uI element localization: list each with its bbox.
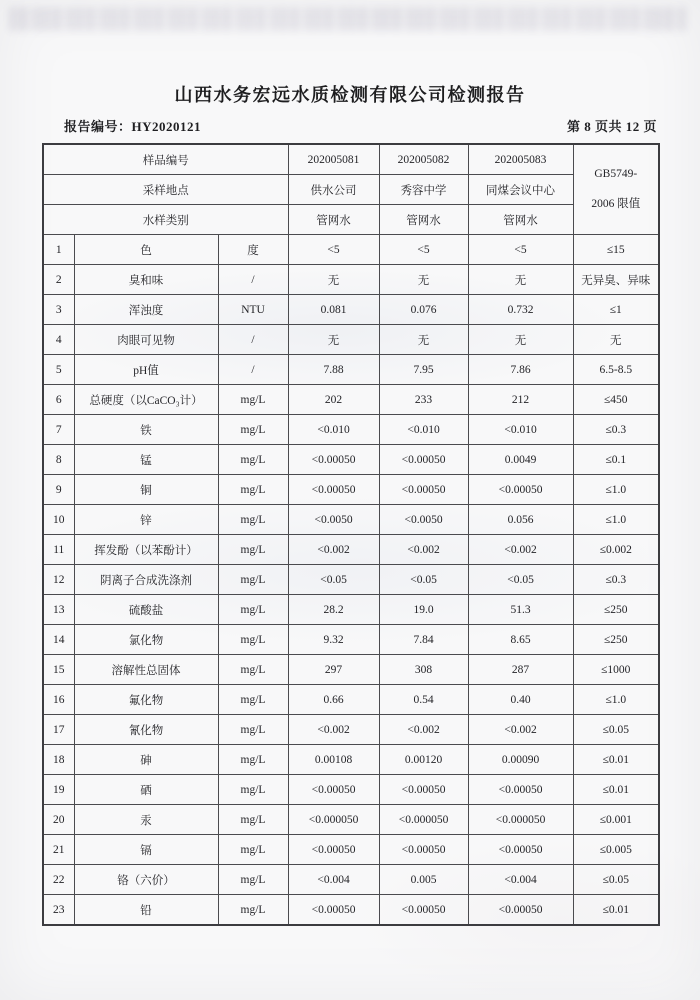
sample-no-label-cell: 样品编号 <box>43 144 288 175</box>
row-number-cell: 23 <box>43 895 74 926</box>
sample1-value-cell: <0.00050 <box>288 475 379 505</box>
table-row <box>43 325 659 355</box>
sample3-value-cell: 无 <box>468 325 573 355</box>
sample1-value-cell: <0.002 <box>288 535 379 565</box>
page-indicator: 第 8 页共 12 页 <box>566 119 657 134</box>
sample2-value-cell: 0.005 <box>379 865 468 895</box>
unit-cell: mg/L <box>218 595 288 625</box>
header-row-location <box>43 175 659 205</box>
sample1-value-cell: <0.004 <box>288 865 379 895</box>
limit-value-cell: ≤1.0 <box>573 475 659 505</box>
sample1-value-cell: <0.00050 <box>288 445 379 475</box>
limit-value-cell: ≤1000 <box>573 655 659 685</box>
sample3-value-cell: 51.3 <box>468 595 573 625</box>
param-name-cell: pH值 <box>74 355 218 385</box>
sample2-value-cell: 0.00120 <box>379 745 468 775</box>
param-name-cell: 铜 <box>74 475 218 505</box>
sample2-value-cell: <0.000050 <box>379 805 468 835</box>
sample1-value-cell: <0.05 <box>288 565 379 595</box>
limit-value-cell: ≤250 <box>573 595 659 625</box>
param-name-cell: 砷 <box>74 745 218 775</box>
param-name-cell: 色 <box>74 235 218 265</box>
limit-value-cell: ≤0.05 <box>573 715 659 745</box>
limit-value-cell: ≤0.01 <box>573 895 659 926</box>
limit-value-cell: ≤0.005 <box>573 835 659 865</box>
unit-cell: mg/L <box>218 775 288 805</box>
limit-header-line2: 2006 限值 <box>591 198 641 210</box>
sample1-value-cell: 28.2 <box>288 595 379 625</box>
sample2-value-cell: <5 <box>379 235 468 265</box>
table-row <box>43 685 659 715</box>
location-cell-3: 同煤会议中心 <box>468 175 573 205</box>
limit-value-cell: ≤450 <box>573 385 659 415</box>
limit-value-cell: ≤15 <box>573 235 659 265</box>
sample2-value-cell: <0.002 <box>379 715 468 745</box>
sample-no-cell-3: 202005083 <box>468 144 573 175</box>
sample2-value-cell: 无 <box>379 265 468 295</box>
unit-cell: mg/L <box>218 685 288 715</box>
row-number-cell: 14 <box>43 625 74 655</box>
param-name-cell: 铬（六价） <box>74 865 218 895</box>
row-number-cell: 17 <box>43 715 74 745</box>
unit-cell: mg/L <box>218 475 288 505</box>
sample1-value-cell: 0.00108 <box>288 745 379 775</box>
sample1-value-cell: 9.32 <box>288 625 379 655</box>
scan-bleed-through-artifact <box>10 7 686 31</box>
sample3-value-cell: 0.40 <box>468 685 573 715</box>
table-row <box>43 295 659 325</box>
type-cell-1: 管网水 <box>288 205 379 235</box>
table-row <box>43 265 659 295</box>
row-number-cell: 16 <box>43 685 74 715</box>
sample2-value-cell: <0.00050 <box>379 445 468 475</box>
row-number-cell: 22 <box>43 865 74 895</box>
unit-cell: mg/L <box>218 715 288 745</box>
unit-cell: mg/L <box>218 565 288 595</box>
param-name-cell: 浑浊度 <box>74 295 218 325</box>
sample1-value-cell: 202 <box>288 385 379 415</box>
row-number-cell: 10 <box>43 505 74 535</box>
sample1-value-cell: 无 <box>288 325 379 355</box>
sample3-value-cell: <0.010 <box>468 415 573 445</box>
param-name-cell: 氟化物 <box>74 685 218 715</box>
unit-cell: / <box>218 355 288 385</box>
limit-value-cell: ≤0.01 <box>573 775 659 805</box>
limit-value-cell: ≤0.3 <box>573 565 659 595</box>
sample2-value-cell: <0.00050 <box>379 775 468 805</box>
table-row <box>43 835 659 865</box>
sample2-value-cell: 7.84 <box>379 625 468 655</box>
sample3-value-cell: <0.00050 <box>468 475 573 505</box>
sample2-value-cell: <0.002 <box>379 535 468 565</box>
row-number-cell: 3 <box>43 295 74 325</box>
unit-cell: mg/L <box>218 625 288 655</box>
report-meta-line <box>64 116 657 135</box>
param-name-cell: 铁 <box>74 415 218 445</box>
param-name-cell: 汞 <box>74 805 218 835</box>
row-number-cell: 18 <box>43 745 74 775</box>
param-name-cell: 硫酸盐 <box>74 595 218 625</box>
row-number-cell: 6 <box>43 385 74 415</box>
sample3-value-cell: 无 <box>468 265 573 295</box>
table-row <box>43 895 659 926</box>
row-number-cell: 19 <box>43 775 74 805</box>
table-row <box>43 865 659 895</box>
sample1-value-cell: <0.002 <box>288 715 379 745</box>
sample3-value-cell: <0.00050 <box>468 775 573 805</box>
param-name-cell: 氯化物 <box>74 625 218 655</box>
row-number-cell: 7 <box>43 415 74 445</box>
sample2-value-cell: 19.0 <box>379 595 468 625</box>
unit-cell: mg/L <box>218 445 288 475</box>
sample3-value-cell: <0.000050 <box>468 805 573 835</box>
table-row <box>43 715 659 745</box>
sample1-value-cell: <0.0050 <box>288 505 379 535</box>
param-name-cell: 硒 <box>74 775 218 805</box>
sample3-value-cell: 287 <box>468 655 573 685</box>
unit-cell: 度 <box>218 235 288 265</box>
unit-cell: mg/L <box>218 835 288 865</box>
unit-cell: mg/L <box>218 895 288 926</box>
sample3-value-cell: <0.004 <box>468 865 573 895</box>
sample3-value-cell: 212 <box>468 385 573 415</box>
unit-cell: mg/L <box>218 805 288 835</box>
type-label-cell: 水样类别 <box>43 205 288 235</box>
sample1-value-cell: <0.010 <box>288 415 379 445</box>
limit-value-cell: 无异臭、异味 <box>573 265 659 295</box>
unit-cell: mg/L <box>218 655 288 685</box>
sample2-value-cell: <0.00050 <box>379 835 468 865</box>
results-table <box>42 143 660 926</box>
param-name-cell: 肉眼可见物 <box>74 325 218 355</box>
table-row <box>43 625 659 655</box>
table-row <box>43 355 659 385</box>
sample-no-cell-2: 202005082 <box>379 144 468 175</box>
sample1-value-cell: <0.000050 <box>288 805 379 835</box>
location-cell-2: 秀容中学 <box>379 175 468 205</box>
row-number-cell: 9 <box>43 475 74 505</box>
limit-value-cell: ≤1 <box>573 295 659 325</box>
sample3-value-cell: <0.002 <box>468 715 573 745</box>
row-number-cell: 11 <box>43 535 74 565</box>
table-row <box>43 235 659 265</box>
table-row <box>43 745 659 775</box>
sample-no-cell-1: 202005081 <box>288 144 379 175</box>
param-name-cell: 溶解性总固体 <box>74 655 218 685</box>
sample1-value-cell: <5 <box>288 235 379 265</box>
row-number-cell: 15 <box>43 655 74 685</box>
limit-value-cell: ≤0.1 <box>573 445 659 475</box>
report-number-label: 报告编号： <box>64 119 132 134</box>
row-number-cell: 21 <box>43 835 74 865</box>
sample2-value-cell: 0.54 <box>379 685 468 715</box>
row-number-cell: 20 <box>43 805 74 835</box>
sample3-value-cell: <0.00050 <box>468 895 573 926</box>
param-name-cell: 锌 <box>74 505 218 535</box>
row-number-cell: 13 <box>43 595 74 625</box>
type-cell-3: 管网水 <box>468 205 573 235</box>
param-name-cell: 臭和味 <box>74 265 218 295</box>
sample3-value-cell: 0.732 <box>468 295 573 325</box>
limit-value-cell: 无 <box>573 325 659 355</box>
sample3-value-cell: 0.056 <box>468 505 573 535</box>
unit-cell: mg/L <box>218 415 288 445</box>
limit-value-cell: ≤0.3 <box>573 415 659 445</box>
header-row-type <box>43 205 659 235</box>
table-row <box>43 475 659 505</box>
sample2-value-cell: <0.010 <box>379 415 468 445</box>
page-title: 山西水务宏远水质检测有限公司检测报告 <box>174 85 526 105</box>
sample3-value-cell: <0.00050 <box>468 835 573 865</box>
param-name-cell: 铅 <box>74 895 218 926</box>
limit-value-cell: ≤0.05 <box>573 865 659 895</box>
sample1-value-cell: <0.00050 <box>288 895 379 926</box>
param-name-cell: 阴离子合成洗涤剂 <box>74 565 218 595</box>
sample1-value-cell: <0.00050 <box>288 835 379 865</box>
unit-cell: NTU <box>218 295 288 325</box>
type-cell-2: 管网水 <box>379 205 468 235</box>
table-row <box>43 445 659 475</box>
table-row <box>43 535 659 565</box>
sample3-value-cell: 0.0049 <box>468 445 573 475</box>
param-name-cell: 总硬度（以CaCO₃计） <box>74 385 218 415</box>
sample2-value-cell: <0.05 <box>379 565 468 595</box>
sample3-value-cell: <0.05 <box>468 565 573 595</box>
limit-value-cell: ≤250 <box>573 625 659 655</box>
limit-header-line1: GB5749- <box>594 167 638 180</box>
table-row <box>43 415 659 445</box>
sample3-value-cell: 0.00090 <box>468 745 573 775</box>
unit-cell: mg/L <box>218 865 288 895</box>
limit-value-cell: ≤1.0 <box>573 505 659 535</box>
sample2-value-cell: 0.076 <box>379 295 468 325</box>
results-table-body <box>43 235 659 926</box>
unit-cell: mg/L <box>218 535 288 565</box>
unit-cell: / <box>218 325 288 355</box>
sample3-value-cell: <5 <box>468 235 573 265</box>
table-row <box>43 775 659 805</box>
table-row <box>43 805 659 835</box>
location-label-cell: 采样地点 <box>43 175 288 205</box>
sample1-value-cell: 7.88 <box>288 355 379 385</box>
unit-cell: mg/L <box>218 745 288 775</box>
header-row-sample-no <box>43 144 659 175</box>
limit-header-cell <box>573 144 659 235</box>
row-number-cell: 8 <box>43 445 74 475</box>
sample3-value-cell: 8.65 <box>468 625 573 655</box>
row-number-cell: 1 <box>43 235 74 265</box>
sample1-value-cell: 0.081 <box>288 295 379 325</box>
param-name-cell: 挥发酚（以苯酚计） <box>74 535 218 565</box>
row-number-cell: 2 <box>43 265 74 295</box>
sample2-value-cell: <0.00050 <box>379 475 468 505</box>
sample1-value-cell: 297 <box>288 655 379 685</box>
limit-value-cell: ≤0.01 <box>573 745 659 775</box>
sample2-value-cell: <0.00050 <box>379 895 468 926</box>
limit-value-cell: ≤1.0 <box>573 685 659 715</box>
report-number-value: HY2020121 <box>131 119 202 134</box>
table-row <box>43 565 659 595</box>
limit-value-cell: ≤0.002 <box>573 535 659 565</box>
limit-value-cell: 6.5-8.5 <box>573 355 659 385</box>
sample2-value-cell: 无 <box>379 325 468 355</box>
param-name-cell: 锰 <box>74 445 218 475</box>
limit-value-cell: ≤0.001 <box>573 805 659 835</box>
table-row <box>43 595 659 625</box>
location-cell-1: 供水公司 <box>288 175 379 205</box>
sample1-value-cell: <0.00050 <box>288 775 379 805</box>
param-name-cell: 镉 <box>74 835 218 865</box>
unit-cell: mg/L <box>218 505 288 535</box>
param-name-cell: 氰化物 <box>74 715 218 745</box>
report-number <box>64 116 201 135</box>
table-row <box>43 655 659 685</box>
row-number-cell: 12 <box>43 565 74 595</box>
unit-cell: mg/L <box>218 385 288 415</box>
sample3-value-cell: 7.86 <box>468 355 573 385</box>
sample2-value-cell: <0.0050 <box>379 505 468 535</box>
sample2-value-cell: 233 <box>379 385 468 415</box>
sample2-value-cell: 308 <box>379 655 468 685</box>
sample1-value-cell: 0.66 <box>288 685 379 715</box>
table-row <box>43 505 659 535</box>
table-row <box>43 385 659 415</box>
sample2-value-cell: 7.95 <box>379 355 468 385</box>
sample3-value-cell: <0.002 <box>468 535 573 565</box>
sample1-value-cell: 无 <box>288 265 379 295</box>
unit-cell: / <box>218 265 288 295</box>
row-number-cell: 5 <box>43 355 74 385</box>
row-number-cell: 4 <box>43 325 74 355</box>
